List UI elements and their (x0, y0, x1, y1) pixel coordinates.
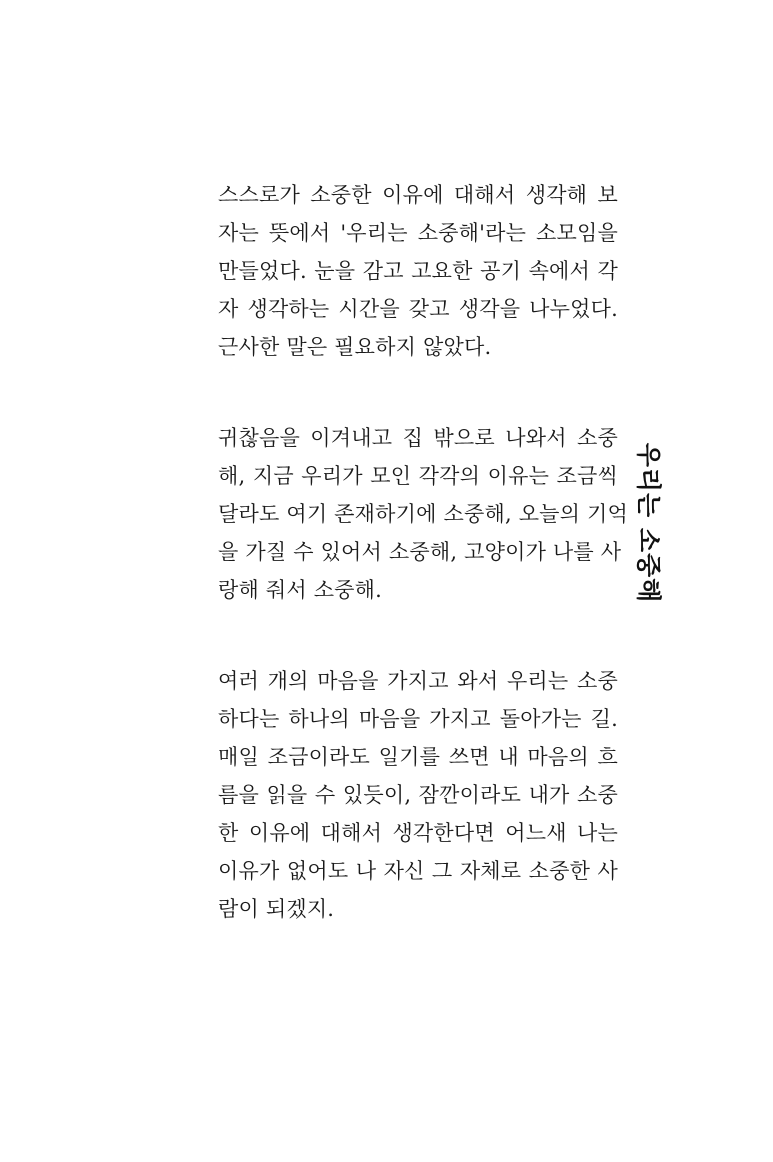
text-line: 름을 읽을 수 있듯이, 잠깐이라도 내가 소중 (218, 783, 618, 807)
text-line: 귀찮음을 이겨내고 집 밖으로 나와서 소중 (218, 426, 618, 450)
text-line: 스스로가 소중한 이유에 대해서 생각해 보 (218, 183, 618, 207)
body-text (218, 176, 628, 981)
text-line: 해, 지금 우리가 모인 각각의 이유는 조금씩 (218, 464, 618, 488)
text-line: 람이 되겠지. (218, 897, 335, 921)
text-line: 하다는 하나의 마음을 가지고 돌아가는 길. (218, 707, 618, 731)
text-line: 매일 조금이라도 일기를 쓰면 내 마음의 흐 (218, 745, 618, 769)
text-line: 을 가질 수 있어서 소중해, 고양이가 나를 사 (218, 540, 622, 564)
text-line: 랑해 줘서 소중해. (218, 578, 383, 602)
text-line: 한 이유에 대해서 생각한다면 어느새 나는 (218, 821, 618, 845)
text-line: 만들었다. 눈을 감고 고요한 공기 속에서 각 (218, 259, 618, 283)
paragraph-3 (218, 662, 618, 928)
text-line: 여러 개의 마음을 가지고 와서 우리는 소중 (218, 669, 618, 693)
text-line: 자는 뜻에서 '우리는 소중해'라는 소모임을 (218, 221, 618, 245)
paragraph-1 (218, 176, 618, 366)
text-line: 달라도 여기 존재하기에 소중해, 오늘의 기억 (218, 502, 628, 526)
paragraph-2 (218, 419, 628, 609)
text-line: 이유가 없어도 나 자신 그 자체로 소중한 사 (218, 859, 618, 883)
side-title-text: 우리는 소중해 (634, 442, 663, 604)
text-line: 자 생각하는 시간을 갖고 생각을 나누었다. (218, 297, 618, 321)
text-line: 근사한 말은 필요하지 않았다. (218, 335, 492, 359)
side-title (625, 438, 675, 608)
